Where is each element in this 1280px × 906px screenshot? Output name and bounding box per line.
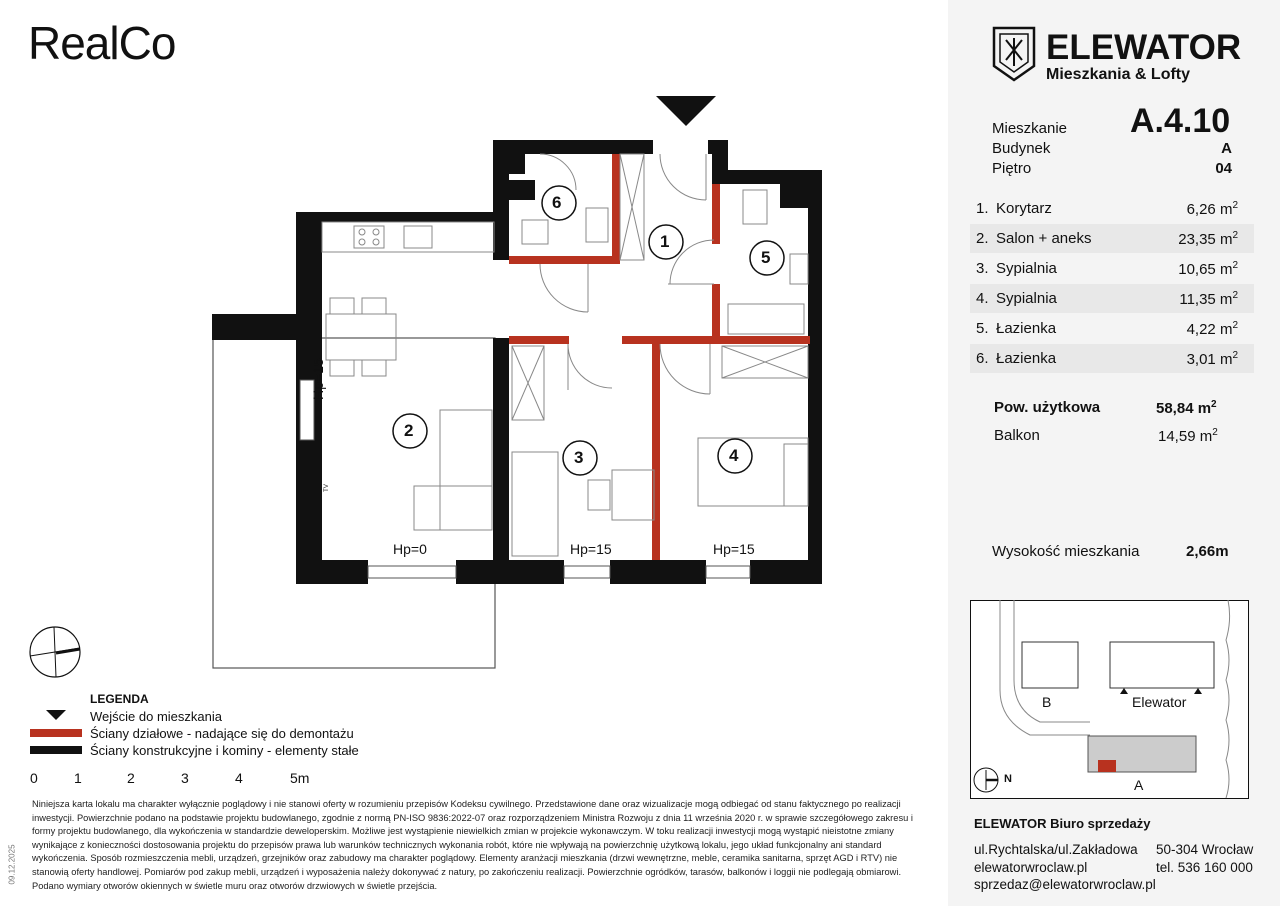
floor-label: Piętro — [992, 160, 1032, 177]
legend-entrance: Wejście do mieszkania — [90, 709, 222, 724]
room-row: 5. Łazienka 4,22 $m^2$ — [976, 320, 1238, 338]
height-label-living-wall: Hp=15 — [310, 358, 326, 400]
site-elewator-label: Elewator — [1132, 694, 1187, 710]
apartment-label: Mieszkanie — [992, 120, 1068, 137]
room-row: 6. Łazienka 3,01 $m^2$ — [970, 344, 1254, 373]
room-row: 3. Sypialnia 10,65 $m^2$ — [976, 260, 1238, 278]
site-building-a-label: A — [1134, 777, 1144, 793]
disclaimer-text: Niniejsza karta lokalu ma charakter wyłącznie poglądowy i nie stanowi oferty w rozumieniu przepisów Kodeksu cywilnego. Przedstawione dane oraz wizualizacje mogą odbiegać od stanu faktycznego po realizacji inwestycji. Powierzchnie podano na podstawie projektu budowlanego, zgodnie z normą PN-ISO 9836:2022-07 oraz rozporządzeniem Ministra Rozwoju z dnia 11 września 2020 r. w sprawie szczegółowego zakresu i formy projektu budowlanego, dla wykończenia w standardzie deweloperskim. Możliwe jest wystąpienie niewielkich zmian w projekcie wykonawczym. W toku realizacji inwestycji mogą wystąpić nieistotne zmiany wynikające z konieczności dostosowania projektu do przepisów prawa lub warunków technicznych wykonania robót, które nie wpływają na powierzchnię użytkową lokalu, jego układ funkcjonalny ani standard wykończenia. Sposób rozmieszczenia mebli, urządzeń, grzejników oraz zabudowy ma charakter poglądowy. Elementy aranżacji mieszkania (drzwi wewnętrzne, meble, ceramika sanitarna, sprzęt AGD i RTV) nie stanowią oferty handlowej. Pomiarów pod zakup mebli, urządzeń i wyposażenia należy dokonywać z natury, po zakończeniu realizacji. Powierzchnie ogródków, tarasów, balkonów i loggii nie podlegają obmiarowi. Podano wymiary otworów okiennych w świetle muru oraz otworów drzwiowych w świetle przejścia. — [32, 799, 913, 891]
room-markers — [393, 186, 784, 475]
sales-office-email[interactable]: sprzedaz@elewatorwroclaw.pl — [974, 877, 1156, 892]
tv-label: TV — [323, 484, 330, 492]
usable-area-value: 58,84 $m^2$ — [1156, 399, 1217, 417]
sales-office-address: ul.Rychtalska/ul.Zakładowa — [974, 842, 1138, 857]
room-number-3: 3 — [574, 448, 584, 467]
site-building-b-label: B — [1042, 694, 1052, 710]
sales-office-title: ELEWATOR Biuro sprzedaży — [974, 816, 1151, 831]
legend-arrow-swatch — [46, 710, 66, 720]
entrance-arrow — [656, 96, 716, 126]
sales-office-phone[interactable]: tel. 536 160 000 — [1156, 860, 1253, 875]
developer-logo: RealCo — [28, 17, 176, 69]
legend-title: LEGENDA — [90, 692, 149, 706]
info-panel — [948, 0, 1280, 906]
room-row: 1. Korytarz 6,26 $m^2$ — [976, 200, 1238, 218]
sales-office-city: 50-304 Wrocław — [1156, 842, 1254, 857]
scale-label-5: 5m — [290, 770, 310, 786]
legend-structural-swatch — [30, 746, 82, 754]
balcony-label: Balkon — [994, 427, 1040, 444]
usable-area-label: Pow. użytkowa — [994, 399, 1101, 416]
building-label: Budynek — [992, 140, 1051, 157]
legend-partition: Ściany działowe - nadające się do demontażu — [90, 726, 354, 741]
apartment-height-label: Wysokość mieszkania — [992, 543, 1140, 560]
project-name: ELEWATOR — [1046, 28, 1242, 67]
scale-label-0: 0 — [30, 770, 38, 786]
height-label-bedroom-3: Hp=15 — [570, 541, 612, 557]
room-number-2: 2 — [404, 421, 414, 440]
balcony-outline — [213, 338, 495, 668]
elewator-logo-icon — [992, 26, 1036, 82]
scale-label-4: 4 — [235, 770, 243, 786]
project-tagline: Mieszkania & Lofty — [1046, 66, 1191, 83]
scale-label-2: 2 — [127, 770, 135, 786]
apartment-number: A.4.10 — [1130, 102, 1231, 140]
scale-label-3: 3 — [181, 770, 189, 786]
building-value: A — [1221, 140, 1232, 157]
room-number-4: 4 — [729, 446, 739, 465]
legend-partition-swatch — [30, 729, 82, 737]
height-label-living: Hp=0 — [393, 541, 427, 557]
room-number-1: 1 — [660, 232, 670, 251]
balcony-value: 14,59 $m^2$ — [1158, 427, 1218, 445]
scale-label-1: 1 — [74, 770, 82, 786]
sales-office-website[interactable]: elewatorwroclaw.pl — [974, 860, 1088, 875]
height-label-bedroom-4: Hp=15 — [713, 541, 755, 557]
date-stamp: 09.12.2025 — [7, 844, 17, 885]
legend-structural: Ściany konstrukcyjne i kominy - elementy stałe — [90, 743, 359, 758]
room-number-5: 5 — [761, 248, 771, 267]
structural-walls — [212, 140, 822, 584]
compass-icon — [30, 627, 80, 677]
north-label: N — [1004, 773, 1012, 785]
room-number-6: 6 — [552, 193, 562, 212]
apartment-height-value: 2,66m — [1186, 543, 1229, 560]
room-row: 4. Sypialnia 11,35 $m^2$ — [970, 284, 1254, 313]
site-plan-map — [970, 600, 1250, 800]
room-row: 2. Salon + aneks 23,35 $m^2$ — [970, 224, 1254, 253]
floor-value: 04 — [1215, 160, 1232, 177]
